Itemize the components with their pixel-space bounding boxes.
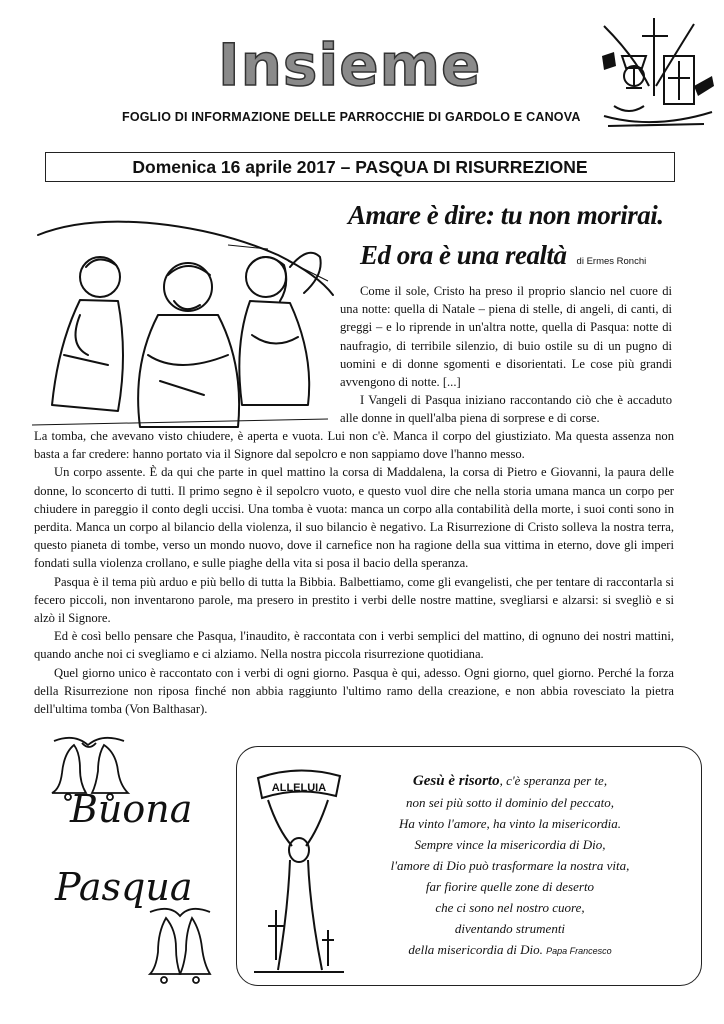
article-title-line1: Amare è dire: tu non morirai.: [348, 200, 664, 230]
date-banner: Domenica 16 aprile 2017 – PASQUA DI RISURREZIONE: [45, 152, 675, 182]
article-title-line2: [340, 235, 720, 282]
byline-prefix: di: [576, 256, 584, 267]
greeting-pasqua: Pasqua: [55, 865, 193, 909]
quote-line: della misericordia di Dio.: [408, 942, 543, 957]
byline-author: Ermes Ronchi: [586, 256, 647, 267]
three-figures-illustration-icon: [28, 205, 336, 437]
article-paragraph: Pasqua è il tema più arduo e più bello di tutta la Bibbia. Balbettiamo, come gli evangelisti, che per tentare di raccontarla si fecero piccoli, non inventarono parole, ma presero in prestito i verbi delle nostre mattine, svegliarsi e alzarsi: si svegliò e si alzò il Signore.: [34, 574, 674, 626]
quote-line: non sei più sotto il dominio del peccato,: [406, 795, 614, 810]
article-paragraph: Un corpo assente. È da qui che parte in quel mattino la corsa di Maddalena, la corsa di Pietro e Giovanni, la paura delle donne, lo sconcerto di tutti. Il primo segno è il sepolcro vuoto, e questo vuol dire che nella storia umana manca un corpo per chiudere in pareggio il conto degli uccisi. Una tomba è vuota: manca un corpo alla contabilità della morte, i suoi conti sono in perdita. Manca un corpo al bilancio della violenza, il suo bilancio è negativo. La Risurrezione di Cristo solleva la nostra terra, questo pianeta di tombe, verso un mondo nuovo, dove il carnefice non ha ragione della sua vittima in eterno, dove gli imperi fondati sulla violenza crollano, e sulle piaghe della vita si posa il bacio della speranza.: [34, 465, 674, 571]
article-body-full: [34, 427, 674, 718]
article-title-line2-text: Ed ora è una realtà: [360, 240, 567, 270]
quote-signature: Papa Francesco: [546, 946, 612, 956]
easter-bells-icon: [140, 902, 220, 990]
article-paragraph: Ed è così bello pensare che Pasqua, l'inaudito, è raccontata con i verbi semplici del mattino, di ognuno dei nostri mattini, quando anche noi ci svegliamo e ci alziamo. Nella nostra piccola risurrezione quotidiana.: [34, 629, 674, 662]
quote-line: diventando strumenti: [454, 921, 566, 936]
greeting-buona: Buona: [70, 787, 193, 831]
quote-lead: Gesù è risorto: [412, 773, 500, 789]
quote-line: far fiorire quelle zone di deserto: [425, 879, 595, 894]
article-title: [340, 195, 720, 282]
article-byline: [577, 256, 647, 267]
article-column-right: [340, 282, 672, 428]
article-paragraph: I Vangeli di Pasqua iniziano raccontando ciò che è accaduto alle donne in quell'alba piena di sorprese e di corse.: [340, 393, 672, 426]
masthead-title: Insieme: [218, 31, 482, 99]
quote-line: Ha vinto l'amore, ha vinto la misericordia.: [398, 816, 622, 831]
quote-lead-line: [340, 770, 680, 792]
quote-line: che ci sono nel nostro cuore,: [435, 900, 585, 915]
quote-lead-rest: , c'è speranza per te,: [499, 773, 608, 788]
alleluia-banner-text: ALLELUIA: [271, 782, 327, 794]
quote-last-line: [340, 939, 680, 962]
quote-text: [340, 770, 680, 962]
risen-christ-illustration-icon: [248, 760, 348, 980]
article-paragraph: Come il sole, Cristo ha preso il proprio slancio nel cuore di una notte: quella di Natale – piena di stelle, di angeli, di canti, di greggi – e lo riprende in un'altra notte, quella di Pasqua: notte di naufragio, di terribile silenzio, di buio ostile su di un pugno di uomini e di donne sgomenti e disorientati. Le cose più grandi avvengono di notte. [...]: [340, 284, 672, 390]
article-paragraph: Quel giorno unico è raccontato con i verbi di ogni giorno. Pasqua è qui, adesso. Ogni giorno, quel giorno. Perché la forza della Risurrezione non riposa finché non abbia raggiunto l'ultimo ramo della creazione, e non abbia rovesciato la pietra dell'ultima tomba (Von Balthasar).: [34, 665, 674, 717]
masthead-subtitle: FOGLIO DI INFORMAZIONE DELLE PARROCCHIE DI GARDOLO E CANOVA: [122, 110, 581, 124]
chalice-cross-logo-icon: [594, 16, 718, 136]
article-paragraph: La tomba, che avevano visto chiudere, è aperta e vuota. Lui non c'è. Manca il corpo del giustiziato. Ma questa assenza non basta a far credere: hanno portato via il Signore dal sepolcro e non sappiamo dove l'hanno messo.: [34, 429, 674, 462]
quote-line: l'amore di Dio può trasformare la nostra vita,: [390, 858, 630, 873]
quote-line: Sempre vince la misericordia di Dio,: [414, 837, 606, 852]
